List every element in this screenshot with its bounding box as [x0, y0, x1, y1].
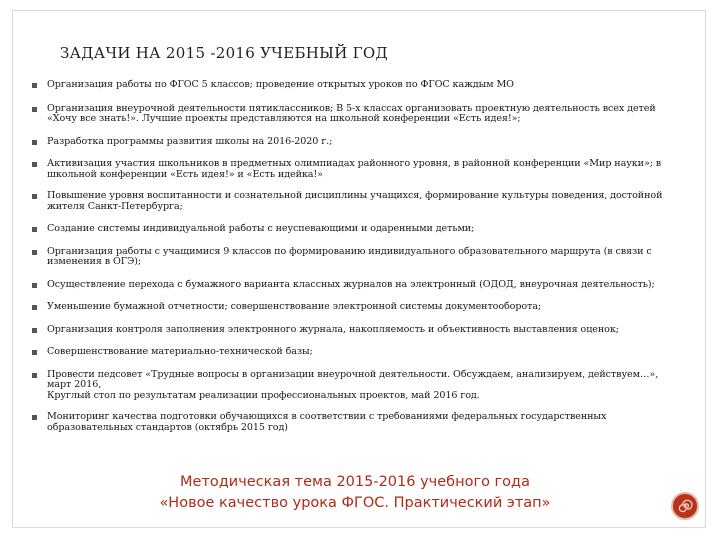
list-item — [32, 280, 672, 291]
list-item-text: Активизация участия школьников в предметных олимпиадах районного уровня, в районной конференции «Мир науки»; в школьной конференции «Есть идея!» и «Есть идейка!» — [47, 158, 662, 180]
bullet-icon — [32, 194, 37, 199]
list-item-text: Создание системы индивидуальной работы с неуспевающими и одаренными детьми; — [47, 223, 475, 234]
list-item — [32, 159, 672, 180]
spiral-emblem-icon — [671, 492, 699, 520]
list-item — [32, 247, 672, 268]
list-item-text: Уменьшение бумажной отчетности; совершенствование электронной системы документооборота; — [47, 301, 542, 312]
theme-line-1: Методическая тема 2015-2016 учебного года — [180, 474, 530, 490]
list-item — [32, 370, 672, 402]
list-item — [32, 325, 672, 336]
bullet-icon — [32, 107, 37, 112]
list-item — [32, 224, 672, 235]
bullet-icon — [32, 283, 37, 288]
bullet-icon — [32, 250, 37, 255]
bullet-icon — [32, 140, 37, 145]
list-item-text: Организация контроля заполнения электронного журнала, накопляемость и объективность выставления оценок; — [47, 323, 619, 335]
list-item-text: Осуществление перехода с бумажного варианта классных журналов на электронный (ОДОД, внеурочная деятельность); — [47, 278, 655, 290]
list-item-text: Мониторинг качества подготовки обучающихся в соответствии с требованиями федеральных государственных образовательных стандартов (октябрь 2015 год) — [47, 411, 607, 433]
bullet-icon — [32, 415, 37, 420]
list-item — [32, 80, 672, 91]
task-list — [32, 80, 672, 433]
list-item — [32, 347, 672, 358]
list-item-text: Организация работы по ФГОС 5 классов; проведение открытых уроков по ФГОС каждым МО — [47, 79, 514, 90]
bullet-icon — [32, 328, 37, 333]
list-item — [32, 104, 672, 125]
list-item-text: Организация работы с учащимися 9 классов по формированию индивидуального образовательного маршрута (в связи с изменения в ОГЭ); — [47, 245, 652, 267]
bullet-icon — [32, 305, 37, 310]
bullet-icon — [32, 83, 37, 88]
page-title: ЗАДАЧИ НА 2015 -2016 УЧЕБНЫЙ ГОД — [60, 44, 388, 62]
methodical-theme — [150, 472, 560, 514]
bullet-icon — [32, 350, 37, 355]
list-item — [32, 412, 672, 433]
list-item-text: Совершенствование материально-технической базы; — [47, 346, 313, 357]
list-item-text: Организация внеурочной деятельности пятиклассников; В 5-х классах организовать проектную деятельность всех детей «Хочу все знать!». Лучшие проекты представляются на школьной конференции «Есть идея!»; — [47, 102, 656, 124]
list-item-text: Разработка программы развития школы на 2016-2020 г.; — [47, 135, 333, 147]
theme-line-2: «Новое качество урока ФГОС. Практический этап» — [159, 495, 551, 511]
list-item-text: Провести педсовет «Трудные вопросы в организации внеурочной деятельности. Обсуждаем, анализируем, действуем…», март 2016, Круглый стол по результатам реализации профессиональных проектов, май 2016 год. — [47, 368, 659, 401]
list-item — [32, 191, 672, 212]
bullet-icon — [32, 227, 37, 232]
list-item-text: Повышение уровня воспитанности и сознательной дисциплины учащихся, формирование культуры поведения, достойной жителя Санкт-Петербурга; — [47, 190, 663, 212]
bullet-icon — [32, 162, 37, 167]
bullet-icon — [32, 373, 37, 378]
list-item — [32, 302, 672, 313]
list-item — [32, 137, 672, 148]
